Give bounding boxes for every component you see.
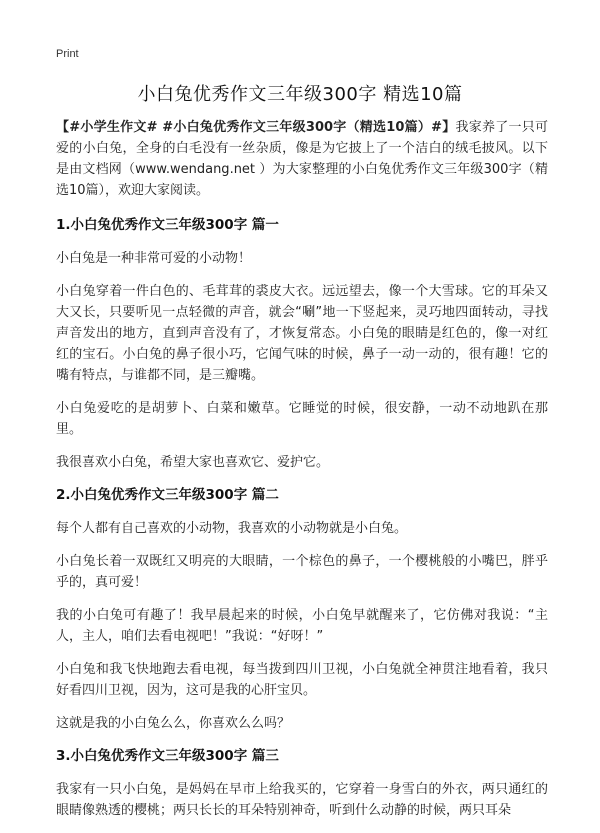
section-heading-3: 3.小白兔优秀作文三年级300字 篇三 bbox=[56, 748, 279, 764]
paragraph: 小白兔穿着一件白色的、毛茸茸的裘皮大衣。远远望去，像一个大雪球。它的耳朵又大又长，只要听见一点轻微的声音，就会“唰”地一下竖起来，灵巧地四面转动，寻找声音发出的地方，直到声音没有了，才恢复常态。小白兔的眼睛是红色的，像一对红红的宝石。小白兔的鼻子很小巧，它闻气味的时候，鼻子一动一动的，很有趣！它的嘴有特点，与谁都不同，是三瓣嘴。 bbox=[56, 284, 548, 383]
paragraph: 小白兔爱吃的是胡萝卜、白菜和嫩草。它睡觉的时候，很安静，一动不动地趴在那里。 bbox=[56, 401, 548, 437]
page-title: 小白兔优秀作文三年级300字 精选10篇 bbox=[137, 84, 463, 105]
section-heading-1: 1.小白兔优秀作文三年级300字 篇一 bbox=[56, 217, 279, 233]
paragraph: 小白兔和我飞快地跑去看电视，每当拨到四川卫视，小白兔就全神贯注地看着，我只好看四川卫视，因为，这可是我的心肝宝贝。 bbox=[56, 662, 548, 698]
article-body bbox=[56, 117, 548, 833]
intro-text: 我家养了一只可爱的小白兔，全身的白毛没有一丝杂质，像是为它披上了一个洁白的绒毛披风。以下是由文档网（www.wendang.net ）为大家整理的小白兔优秀作文三年级300字（精选10篇），欢迎大家阅读。 bbox=[56, 120, 548, 198]
paragraph: 我很喜欢小白兔，希望大家也喜欢它、爱护它。 bbox=[56, 455, 330, 470]
paragraph: 每个人都有自己喜欢的小动物，我喜欢的小动物就是小白兔。 bbox=[56, 521, 408, 536]
paragraph: 我家有一只小白兔，是妈妈在早市上给我买的，它穿着一身雪白的外衣，两只通红的眼睛像熟透的樱桃；两只长长的耳朵特别神奇，听到什么动静的时候，两只耳朵 bbox=[56, 782, 548, 818]
paragraph: 我的小白兔可有趣了！我早晨起来的时候，小白兔早就醒来了，它仿佛对我说：“主人，主人，咱们去看电视吧！”我说：“好呀！” bbox=[56, 608, 548, 644]
intro-tag: 【#小学生作文# #小白兔优秀作文三年级300字（精选10篇）#】 bbox=[56, 120, 456, 135]
intro-paragraph bbox=[56, 117, 548, 201]
paragraph: 小白兔是一种非常可爱的小动物！ bbox=[56, 251, 252, 266]
section-heading-2: 2.小白兔优秀作文三年级300字 篇二 bbox=[56, 487, 279, 503]
print-label[interactable]: Print bbox=[56, 48, 79, 60]
paragraph: 这就是我的小白兔么么，你喜欢么么吗？ bbox=[56, 716, 291, 731]
paragraph: 小白兔长着一双既红又明亮的大眼睛，一个棕色的鼻子，一个樱桃般的小嘴巴，胖乎乎的，真可爱！ bbox=[56, 554, 548, 590]
